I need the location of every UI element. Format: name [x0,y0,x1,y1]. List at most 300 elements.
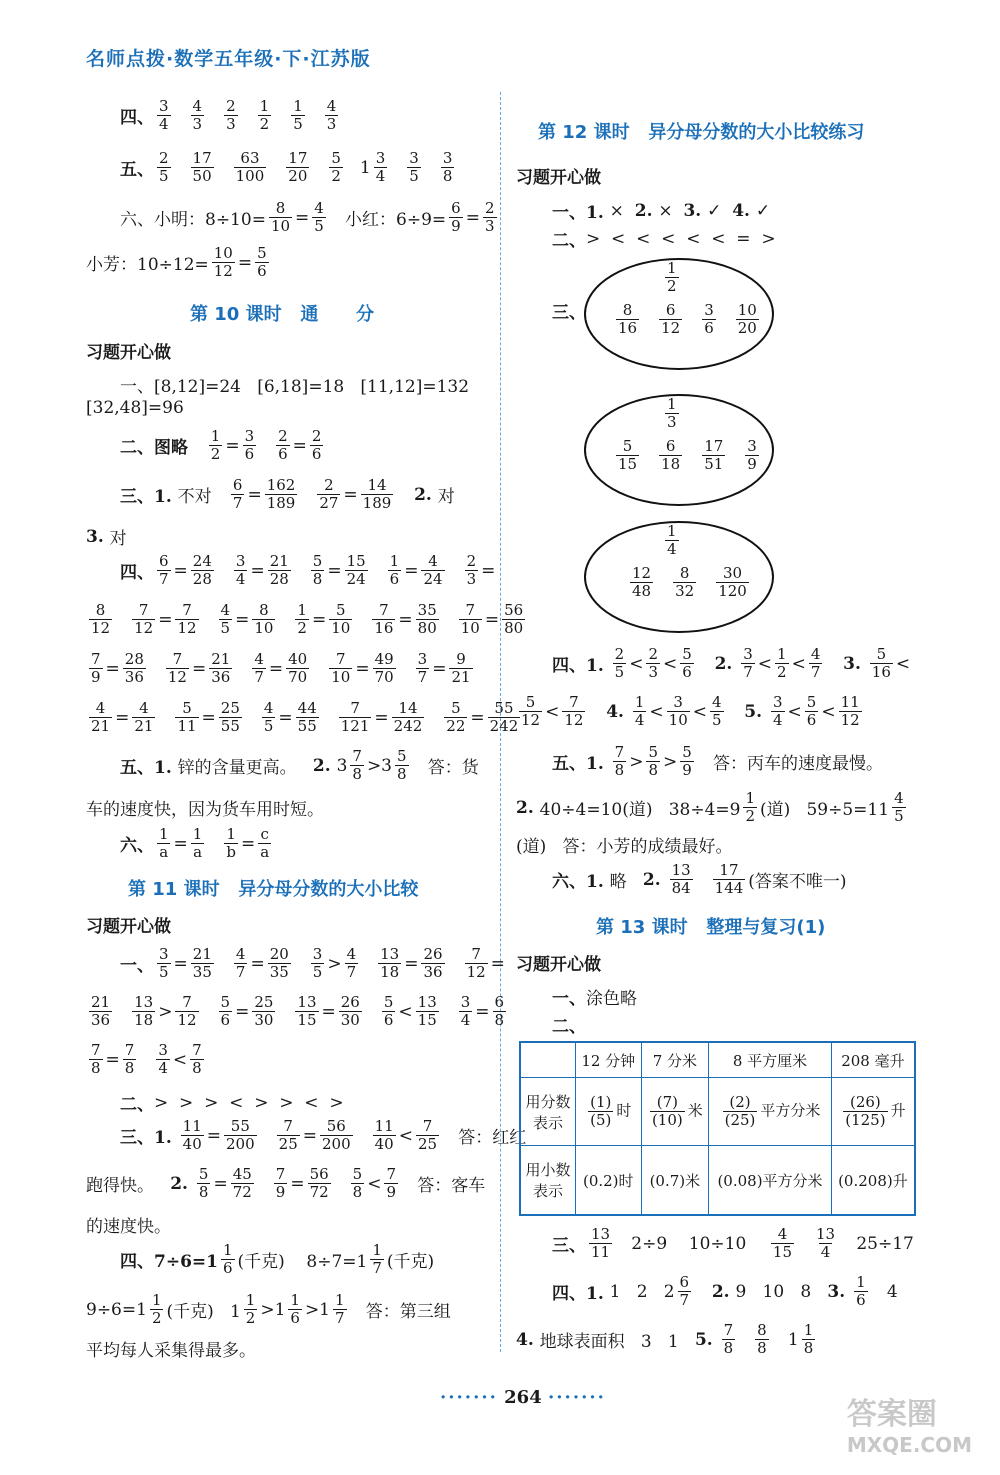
lesson-title: 第 13 课时 整理与复习(1) [596,917,826,938]
denominator: 7 [254,668,264,686]
numerator: 1 [210,427,221,445]
right-answer-line [516,832,732,857]
numerator: 6 [665,301,676,319]
left-answer-line [86,700,523,735]
fraction [175,602,198,637]
answer-text: (道) 59÷5=11 [760,800,890,820]
answer-text: = [398,609,413,630]
numerator: 14 [367,476,387,494]
denominator: 55 [220,717,240,735]
lesson-title: 第 11 课时 异分母分数的大小比较 [128,879,419,900]
numerator: 28 [124,650,144,668]
answer-text: 3. [683,200,708,221]
right-answer-line [538,118,864,144]
numerator: 56 [504,601,524,619]
fraction [329,651,352,686]
answer-text: = [490,953,505,974]
left-answer-line [86,398,184,418]
fraction [175,994,198,1029]
denominator: 3 [466,570,477,588]
denominator: 9 [386,1183,397,1201]
fraction [388,553,402,588]
numerator: 1 [745,789,756,807]
numerator: 13 [134,993,154,1011]
numerator: 8 [259,601,269,619]
denominator: 12 [134,619,154,637]
answer-text: = [115,707,130,728]
fraction [156,1042,170,1077]
fraction [329,150,343,185]
denominator: 16 [618,319,638,337]
denominator: 11 [591,1243,611,1261]
left-answer-line [120,200,500,235]
answer-text: < [367,1173,382,1194]
numerator: 3 [747,437,757,455]
denominator: 189 [362,494,392,512]
answer-text: 40÷4=10(道) 38÷4=9 [539,800,741,820]
denominator: 9 [451,217,461,235]
left-answer-line [120,372,469,397]
denominator: 9 [747,455,757,473]
denominator: 8 [723,1339,734,1357]
unit-text: 平方分米 [760,1101,821,1120]
fraction [258,826,271,861]
table-header-cell: 7 分米 [641,1042,709,1078]
fraction [659,438,682,473]
denominator: 80 [504,619,524,637]
numerator: 13 [417,993,437,1011]
fraction [351,1166,365,1201]
denominator: 48 [632,582,652,600]
fraction [350,748,364,783]
fraction [613,744,627,779]
denominator: 5 [409,167,419,185]
fraction [680,744,694,779]
answer-text: >1 [304,1299,330,1320]
numerator: 14 [398,699,418,717]
denominator: 9 [682,761,692,779]
answer-text: = [173,833,188,854]
unit-text: 升 [890,1101,906,1120]
denominator: 36 [423,963,443,981]
table-cell [709,1078,832,1146]
answer-text: 一、1. [552,203,610,223]
denominator: 8 [124,1059,135,1077]
fraction [441,150,455,185]
answer-text: 二、 [552,1017,586,1037]
numerator: 49 [374,650,394,668]
denominator: 16 [871,663,891,681]
answer-text: × [658,200,684,221]
answer-text: = [105,1049,120,1070]
fraction [814,1226,837,1261]
fraction [132,602,155,637]
answer-text: = [311,609,327,630]
fraction [231,477,245,512]
fraction [459,602,482,637]
answer-text: (答案不唯一) [748,872,847,892]
denominator: 12 [177,619,197,637]
answer-text: 答：丙车的速度最慢。 [696,754,884,774]
denominator: 4 [235,570,246,588]
denominator: 6 [220,1011,231,1029]
denominator: 3 [192,115,203,133]
numerator: 21 [211,650,231,668]
fraction [673,565,696,600]
right-answer-line [596,913,825,939]
denominator: 120 [718,582,747,600]
numerator: 44 [297,699,317,717]
answer-text: < [172,1049,188,1070]
fraction [736,302,759,337]
answer-text: 四、 [120,108,154,128]
numerator: 6 [159,552,169,570]
numerator: 7 [471,945,481,963]
numerator: 4 [894,789,904,807]
denominator: 6 [290,1309,300,1327]
watermark-line2: MXQE.COM [846,1433,972,1457]
fraction [374,150,388,185]
oval-title [662,523,682,558]
left-answer-line [86,912,171,937]
denominator: 21 [134,717,154,735]
denominator: 3 [648,663,659,681]
answer-text: 跑得快。 [86,1176,171,1196]
answer-text: 六、1. [552,872,610,892]
answer-text: < [895,653,911,674]
denominator: 70 [288,668,308,686]
numerator: 3 [409,149,419,167]
denominator: 7 [232,494,243,512]
fraction [449,651,472,686]
denominator: (5) [590,1111,612,1130]
denominator: 27 [319,494,339,512]
denominator: 6 [856,1291,866,1309]
denominator: 242 [489,717,519,735]
denominator: 5 [220,619,231,637]
fraction [244,1292,258,1327]
numerator: 1 [259,97,270,115]
numerator: 25 [254,993,274,1011]
oval-items [606,302,769,337]
right-answer-line [552,646,910,681]
numerator: 5 [806,693,817,711]
denominator: 8 [803,1339,814,1357]
numerator: 4 [712,693,722,711]
answer-text: [32,48]=96 [86,398,184,418]
denominator: 8 [648,761,659,779]
denominator: 3 [226,115,236,133]
numerator: 4 [314,199,324,217]
fraction [892,790,906,825]
oval-items [606,438,769,473]
answer-text: 答：货 [411,758,479,778]
table-row [520,1146,915,1215]
answer-text: 5. [726,701,768,722]
fraction [219,602,233,637]
fraction [339,700,372,735]
denominator: 10 [331,668,351,686]
numerator: 5 [220,993,231,1011]
answer-text: 1 [359,157,371,178]
fraction [224,826,238,861]
answer-text: >1 [260,1299,286,1320]
numerator: 4 [777,1225,788,1243]
answer-text: 六、小明：8÷10= [120,210,266,230]
left-answer-line [120,826,274,861]
fraction [234,150,267,185]
numerator: 5 [397,747,407,765]
fraction [221,1242,235,1277]
numerator: 20 [269,945,289,963]
fraction [345,946,359,981]
numerator: 2 [226,97,236,115]
fraction [741,646,755,681]
fraction [616,302,639,337]
lesson-title: 第 10 课时 通 分 [190,304,374,325]
fraction [191,98,205,133]
denominator: 4 [820,1243,831,1261]
answer-text: = [173,953,188,974]
answer-text: = [290,1173,305,1194]
answer-text: = [235,609,250,630]
denominator: 3 [326,115,337,133]
answer-text: = [327,560,342,581]
answer-text: 3. [86,526,110,547]
answer-text: 25÷17 [840,1233,914,1254]
fraction [345,553,368,588]
denominator: 4 [159,115,169,133]
fraction [361,477,394,512]
fraction [465,553,479,588]
answer-text: >3 [366,755,392,776]
fraction [197,1166,211,1201]
numerator: 5 [182,699,192,717]
numerator: 21 [192,945,212,963]
denominator: 4 [158,1059,168,1077]
fraction [659,302,682,337]
fraction [255,245,269,280]
fraction [667,694,690,729]
answer-text: = [173,560,188,581]
denominator: 40 [374,1135,394,1153]
answer-text: = [404,953,419,974]
denominator: (25) [724,1111,756,1130]
numerator: 5 [331,149,341,167]
numerator: 5 [257,244,267,262]
numerator: 7 [138,601,149,619]
table-cell: (0.08)平方分米 [709,1146,832,1215]
fraction [157,826,171,861]
denominator: 20 [288,167,308,185]
table-cell [576,1078,642,1146]
fraction [291,98,305,133]
denominator: 7 [159,570,169,588]
denominator: 8 [192,1059,202,1077]
numerator: 5 [312,552,323,570]
denominator: 8 [397,765,407,783]
denominator: a [260,843,270,861]
answer-text: 不对 [177,487,228,507]
denominator: 21 [91,717,111,735]
answer-text: = [240,833,256,854]
answer-text: = [268,658,284,679]
denominator: 100 [235,167,265,185]
numerator: 4 [192,97,203,115]
answer-text: = [278,707,293,728]
fraction [421,946,444,981]
fraction [373,1118,396,1153]
fraction [483,200,497,235]
answer-text: < [545,701,560,722]
answer-text: 二、图略 [120,438,206,458]
answer-text: 对 [109,529,127,549]
denominator: 72 [232,1183,252,1201]
denominator: 36 [124,668,144,686]
denominator: 2 [245,1309,256,1327]
numerator: 5 [622,437,633,455]
fraction [722,1322,736,1357]
numerator: 5 [682,743,692,761]
denominator: 2 [777,663,787,681]
fraction [132,700,155,735]
answer-text: = [191,658,207,679]
answer-text: > [629,751,644,772]
numerator: 5 [648,743,659,761]
numerator: 11 [840,693,860,711]
numerator: 45 [232,1165,252,1183]
answer-text: (千克) [386,1252,435,1272]
right-answer-line [516,694,865,729]
left-answer-line [190,300,374,326]
answer-text: 4. [516,1329,540,1350]
fraction [723,1094,758,1129]
numerator: 3 [673,693,683,711]
fraction [310,428,324,463]
denominator: 9 [91,668,101,686]
numerator: 7 [350,699,360,717]
answer-text: 1 2 2 [609,1281,675,1302]
numerator: 6 [679,1273,690,1291]
numerator: 2 [324,476,334,494]
numerator: 24 [192,552,212,570]
answer-text: 的速度快。 [86,1217,171,1237]
denominator: 30 [340,1011,360,1029]
numerator: 5 [335,601,346,619]
answer-text: = [295,207,310,228]
table-row [520,1078,915,1146]
numerator: 13 [816,1225,836,1243]
numerator: 3 [159,97,169,115]
page-number-value: 264 [504,1387,542,1408]
fraction [589,1226,612,1261]
denominator: 28 [269,570,289,588]
answer-text: 一、[8,12]=24 [6,18]=18 [11,12]=132 [120,377,470,397]
fraction [312,200,326,235]
table-cell: (0.7)米 [641,1146,709,1215]
answer-text: = [235,1001,250,1022]
answer-text: = [470,707,485,728]
answer-text: = [355,658,370,679]
denominator: 4 [772,711,783,729]
numerator: 1 [290,1291,300,1309]
numerator: 6 [232,476,243,494]
denominator: 22 [446,717,466,735]
numerator: 11 [182,1117,202,1135]
answer-text: = [213,1173,228,1194]
numerator: 4 [235,945,246,963]
numerator: 1 [222,1241,233,1259]
denominator: 242 [393,717,423,735]
answer-text: 9 10 8 [735,1281,828,1302]
right-answer-line [552,226,776,251]
watermark-line1: 答案圈 [846,1397,937,1432]
fraction [755,1322,769,1357]
fraction [258,98,272,133]
denominator: (10) [651,1111,683,1130]
section-heading: 习题开心做 [86,343,171,363]
denominator: 70 [374,668,394,686]
answer-text: 2. [634,200,659,221]
denominator: 35 [269,963,289,981]
table-cell: (0.208)升 [831,1146,915,1215]
table-header-row [520,1042,915,1078]
oval-title [662,260,682,295]
denominator: 84 [671,879,691,897]
numerator: 63 [240,149,260,167]
fraction [234,946,248,981]
answer-text: < [398,1001,413,1022]
left-answer-line [86,602,528,637]
unit-text: 时 [616,1101,632,1120]
left-answer-line [120,98,341,133]
numerator: 7 [192,1041,202,1059]
answer-text: < [649,701,664,722]
fraction [843,1094,887,1129]
fraction [449,200,463,235]
answer-text: 答：客车 [401,1176,486,1196]
fraction [395,748,409,783]
denominator: 200 [322,1135,351,1153]
fraction [89,1042,103,1077]
numerator: 40 [288,650,308,668]
fraction [373,651,396,686]
denominator: 189 [266,494,296,512]
fraction [296,700,319,735]
watermark-logo [847,1389,972,1457]
answer-text: × [609,200,635,221]
fraction [123,1042,137,1077]
answer-text: 三、 [552,1236,586,1256]
fraction [670,862,693,897]
fraction [805,694,819,729]
numerator: 1 [192,825,203,843]
left-answer-line [86,524,127,549]
fraction [502,602,525,637]
denominator: 5 [312,963,323,981]
denominator: 6 [222,1259,233,1277]
answer-text: = [105,658,120,679]
answer-text: 车的速度快，因为货车用时短。 [86,800,324,820]
numerator: 1 [667,522,677,540]
numerator: 3 [312,945,323,963]
denominator: 12 [840,711,860,729]
answer-text: 四、7÷6=1 [120,1252,218,1272]
denominator: (125) [845,1111,886,1130]
numerator: 7 [283,1117,293,1135]
fraction [325,98,339,133]
answer-text: = [158,609,173,630]
